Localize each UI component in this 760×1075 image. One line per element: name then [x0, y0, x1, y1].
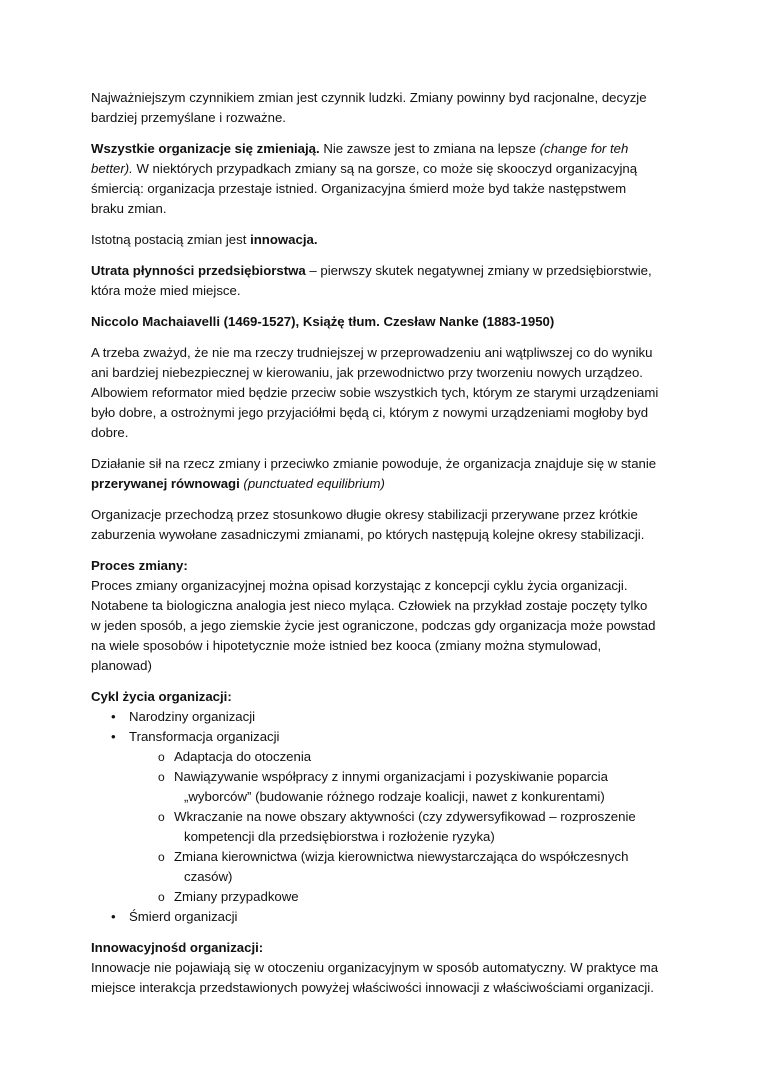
section-change-process — [91, 556, 660, 676]
sublist-item-label: Adaptacja do otoczenia — [174, 749, 312, 764]
bullet-icon: • — [111, 709, 116, 724]
life-cycle-list — [91, 707, 660, 927]
sublist-item-label: Wkraczanie na nowe obszary aktywności (czy zdywersyfikowad – rozproszenie — [174, 809, 636, 824]
sublist-item-management-change — [91, 847, 660, 887]
list-item-label: Transformacja organizacji — [129, 729, 280, 744]
sublist-item-continuation: „wyborców” (budowanie różnego rodzaje koalicji, nawet z konkurentami) — [184, 789, 605, 804]
sublist-item-label: Zmiany przypadkowe — [174, 889, 299, 904]
list-item-transformation — [91, 727, 660, 747]
list-item-death — [91, 907, 660, 927]
sublist-item-cooperation — [91, 767, 660, 807]
sublist-item-adaptation — [91, 747, 660, 767]
section-life-cycle — [91, 687, 660, 927]
heading-innovativeness: Innowacyjnośd organizacji: — [91, 940, 264, 955]
text-innovativeness: Innowacje nie pojawiają się w otoczeniu organizacyjnym w sposób automatyczny. W praktyce ma miejsce interakcja przedstawionych powyżej właściwości innowacji z właściwościami organizacji. — [91, 960, 659, 995]
sublist-item-new-areas — [91, 807, 660, 847]
paragraph-all-organizations-change — [91, 139, 660, 219]
circle-bullet-icon: o — [158, 890, 165, 904]
bold-liquidity-loss: Utrata płynności przedsiębiorstwa — [91, 263, 306, 278]
paragraph-machiavelli-quote: A trzeba zważyd, że nie ma rzeczy trudniejszej w przeprowadzeniu ani wątpliwszej co do wyniku ani bardziej niebezpiecznej w kierowaniu, jak przewodnictwo przy tworzeniu nowych urządzeo. Albowiem reformator mied będzie przeciw sobie wszystkich tych, którym ze starymi urządzeniami było dobre, a ostrożnymi jego przyjaciółmi będą ci, którym z nowymi urządzeniami mogłoby byd dobre. — [91, 345, 659, 440]
circle-bullet-icon: o — [158, 750, 165, 764]
bold-all-organizations-change: Wszystkie organizacje się zmieniają. — [91, 141, 320, 156]
text-liquidity-loss: – pierwszy skutek negatywnej zmiany w przedsiębiorstwie, która może mied miejsce. — [91, 263, 652, 298]
circle-bullet-icon: o — [158, 810, 165, 824]
paragraph-human-factor: Najważniejszym czynnikiem zmian jest czynnik ludzki. Zmiany powinny byd racjonalne, decyzje bardziej przemyślane i rozważne. — [91, 90, 647, 125]
paragraph-stabilization: Organizacje przechodzą przez stosunkowo długie okresy stabilizacji przerywane przez krótkie zaburzenia wywołane zasadniczymi zmianami, po których następują kolejne okresy stabilizacji. — [91, 507, 645, 542]
heading-change-process: Proces zmiany: — [91, 558, 188, 573]
italic-punctuated-equilibrium: (punctuated equilibrium) — [239, 476, 385, 491]
list-item-birth — [91, 707, 660, 727]
heading-machiavelli: Niccolo Machaiavelli (1469-1527), Książę tłum. Czesław Nanke (1883-1950) — [91, 314, 555, 329]
section-innovativeness — [91, 938, 660, 998]
sublist-item-random-changes — [91, 887, 660, 907]
list-item-label: Narodziny organizacji — [129, 709, 256, 724]
sublist-item-label: Nawiązywanie współpracy z innymi organizacjami i pozyskiwanie poparcia — [174, 769, 608, 784]
list-item-label: Śmierd organizacji — [129, 909, 238, 924]
text-forces-of-change: Działanie sił na rzecz zmiany i przeciwko zmianie powoduje, że organizacja znajduje się w stanie — [91, 456, 657, 471]
sublist-item-label: Zmiana kierownictwa (wizja kierownictwa niewystarczająca do współczesnych — [174, 849, 629, 864]
bullet-icon: • — [111, 909, 116, 924]
text-innovation-intro: Istotną postacią zmian jest — [91, 232, 251, 247]
paragraph-punctuated-equilibrium — [91, 454, 660, 494]
paragraph-innovation — [91, 230, 660, 250]
text-organizational-death: W niektórych przypadkach zmiany są na gorsze, co może się skooczyd organizacyjną śmiercią: organizacja przestaje istnied. Organizacyjna śmierd może byd także następstwem braku zmian. — [91, 161, 638, 216]
circle-bullet-icon: o — [158, 770, 165, 784]
sublist-item-continuation: czasów) — [184, 869, 233, 884]
circle-bullet-icon: o — [158, 850, 165, 864]
paragraph-liquidity-loss — [91, 261, 660, 301]
text-not-always-better: Nie zawsze jest to zmiana na lepsze — [319, 141, 540, 156]
bullet-icon: • — [111, 729, 116, 744]
bold-punctuated-equilibrium: przerywanej równowagi — [91, 476, 240, 491]
italic-change-for-better: (change for teh better). — [91, 141, 629, 176]
bold-innovation: innowacja. — [250, 232, 318, 247]
text-change-process: Proces zmiany organizacyjnej można opisad korzystając z koncepcji cyklu życia organizacji. Notabene ta biologiczna analogia jest nieco myląca. Człowiek na przykład zostaje poczęty tylko w jeden sposób, a jego ziemskie życie jest ograniczone, podczas gdy organizacja może powstad na wiele sposobów i hipotetycznie może istnied bez kooca (zmiany można stymulowad, planowad) — [91, 578, 656, 673]
sublist-item-continuation: kompetencji dla przedsiębiorstwa i rozłożenie ryzyka) — [184, 829, 495, 844]
heading-life-cycle: Cykl życia organizacji: — [91, 689, 232, 704]
